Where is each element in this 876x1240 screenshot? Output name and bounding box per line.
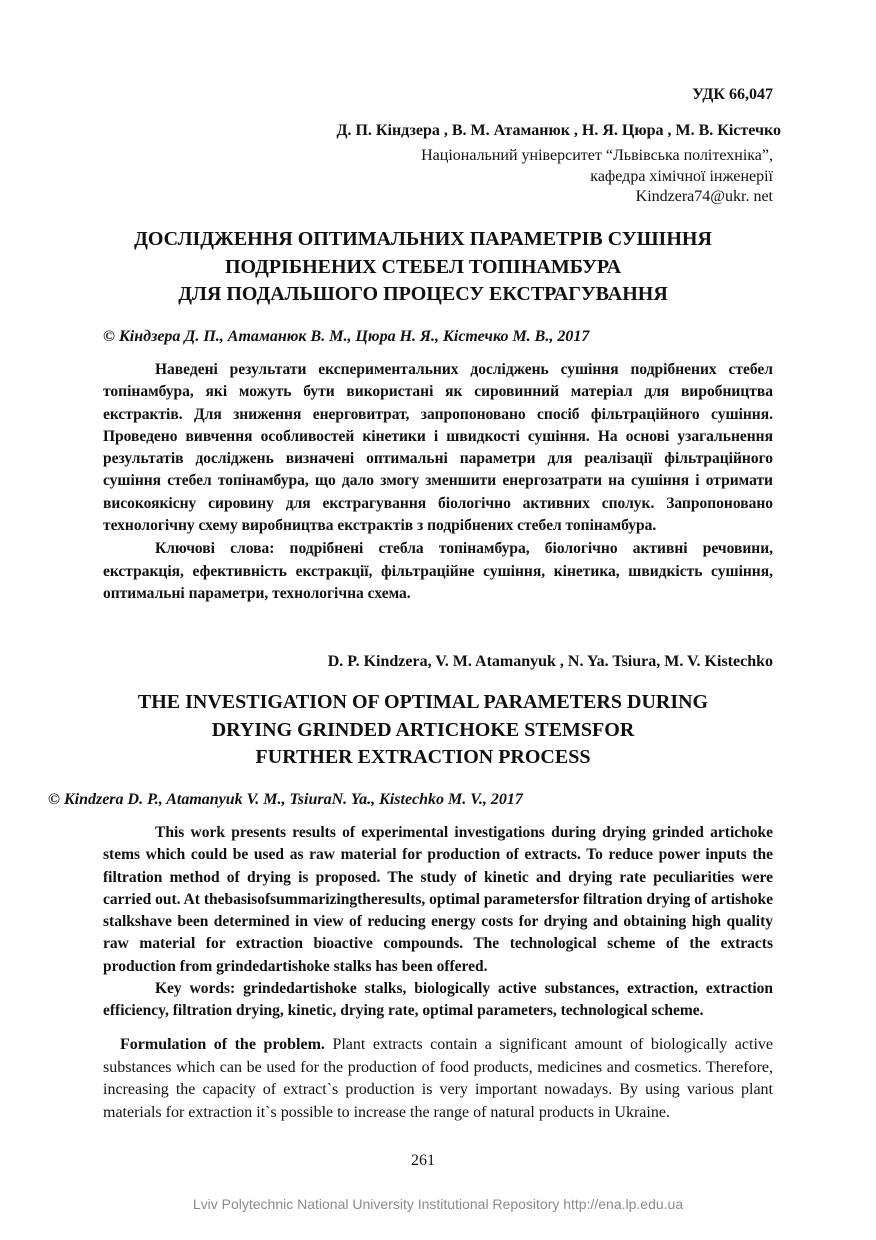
repository-footer: Lviv Polytechnic National University Institutional Repository http://ena.lp.edu.ua: [192, 1196, 684, 1212]
en-title-line: DRYING GRINDED ARTICHOKE STEMSFOR: [211, 718, 635, 741]
body-section: [103, 1034, 773, 1124]
en-title-line: THE INVESTIGATION OF OPTIMAL PARAMETERS DURING: [137, 691, 709, 713]
ua-keywords: Ключові слова: подрібнені стебла топінамбура, біологічно активні речовини, екстракція, ефективність екстракції, фільтраційне сушіння, кінетика, швидкість сушіння, оптимальні параметри, технологічна схема.: [103, 540, 773, 602]
ua-title: [60, 226, 786, 309]
author-email: Kindzera74@ukr. net: [635, 188, 773, 205]
ua-authors: Д. П. Кіндзера , В. М. Атаманюк , Н. Я. Цюра , М. В. Кістечко: [336, 122, 781, 139]
ua-abstract-text: Наведені результати експериментальних досліджень сушіння подрібнених стебел топінамбура, які можуть бути використані як сировинний матеріал для виробництва екстрактів. Для зниження енерговитрат, запропоновано спосіб фільтраційного сушіння. Проведено вивчення особливостей кінетики і швидкості сушіння. На основі узагальнення результатів досліджень визначені оптимальні параметри для реалізації фільтраційного сушіння стебел топінамбура, що дало змогу зменшити енергозатрати на сушіння і отримати високоякісну сировину для екстрагування біологічно активних сполук. Запропоновано технологічну схему виробництва екстрактів з подрібнених стебел топінамбура.: [103, 361, 773, 535]
page-number: 261: [411, 1152, 435, 1169]
ua-abstract: [103, 359, 773, 605]
affiliation-department: кафедра хімічної інженерії: [590, 168, 773, 185]
en-title: [60, 689, 786, 772]
ua-title-line: ПОДРІБНЕНИХ СТЕБЕЛ ТОПІНАМБУРА: [224, 255, 622, 278]
en-copyright: © Kindzera D. P., Atamanyuk V. M., TsiuraN. Ya., Kistechko M. V., 2017: [48, 791, 523, 808]
en-title-line: FURTHER EXTRACTION PROCESS: [255, 746, 591, 768]
en-authors: D. P. Kindzera, V. M. Atamanyuk , N. Ya. Tsiura, M. V. Kistechko: [327, 653, 773, 670]
section-heading: Formulation of the problem.: [120, 1036, 325, 1053]
affiliation-university: Національний університет “Львівська політехніка”,: [421, 147, 773, 164]
ua-copyright: © Кіндзера Д. П., Атаманюк В. М., Цюра Н. Я., Кістечко М. В., 2017: [103, 328, 590, 345]
udk-code: УДК 66,047: [692, 86, 773, 103]
ua-title-line: ДОСЛІДЖЕННЯ ОПТИМАЛЬНИХ ПАРАМЕТРІВ СУШІННЯ: [134, 228, 712, 250]
ua-title-line: ДЛЯ ПОДАЛЬШОГО ПРОЦЕСУ ЕКСТРАГУВАННЯ: [178, 283, 668, 305]
en-abstract: [103, 822, 773, 1023]
en-abstract-text: This work presents results of experimental investigations during drying grinded artichoke stems which could be used as raw material for production of extracts. To reduce power inputs the filtration method of drying is proposed. The study of kinetic and drying rate peculiarities were carried out. At thebasisofsummarizingtheresults, optimal parametersfor filtration drying of artishoke stalkshave been determined in view of reducing energy costs for drying and obtaining high quality raw material for extraction bioactive compounds. The technological scheme of the extracts production from grindedartishoke stalks has been offered.: [103, 824, 773, 975]
section-text: Plant extracts contain a significant amount of biologically active substances which can be used for the production of food products, medicines and cosmetics. Therefore, increasing the capacity of extract`s production is very important nowadays. By using various plant materials for extraction it`s possible to increase the range of natural products in Ukraine.: [103, 1036, 773, 1121]
en-keywords: Key words: grindedartishoke stalks, biologically active substances, extraction, extraction efficiency, filtration drying, kinetic, drying rate, optimal parameters, technological scheme.: [103, 980, 773, 1020]
